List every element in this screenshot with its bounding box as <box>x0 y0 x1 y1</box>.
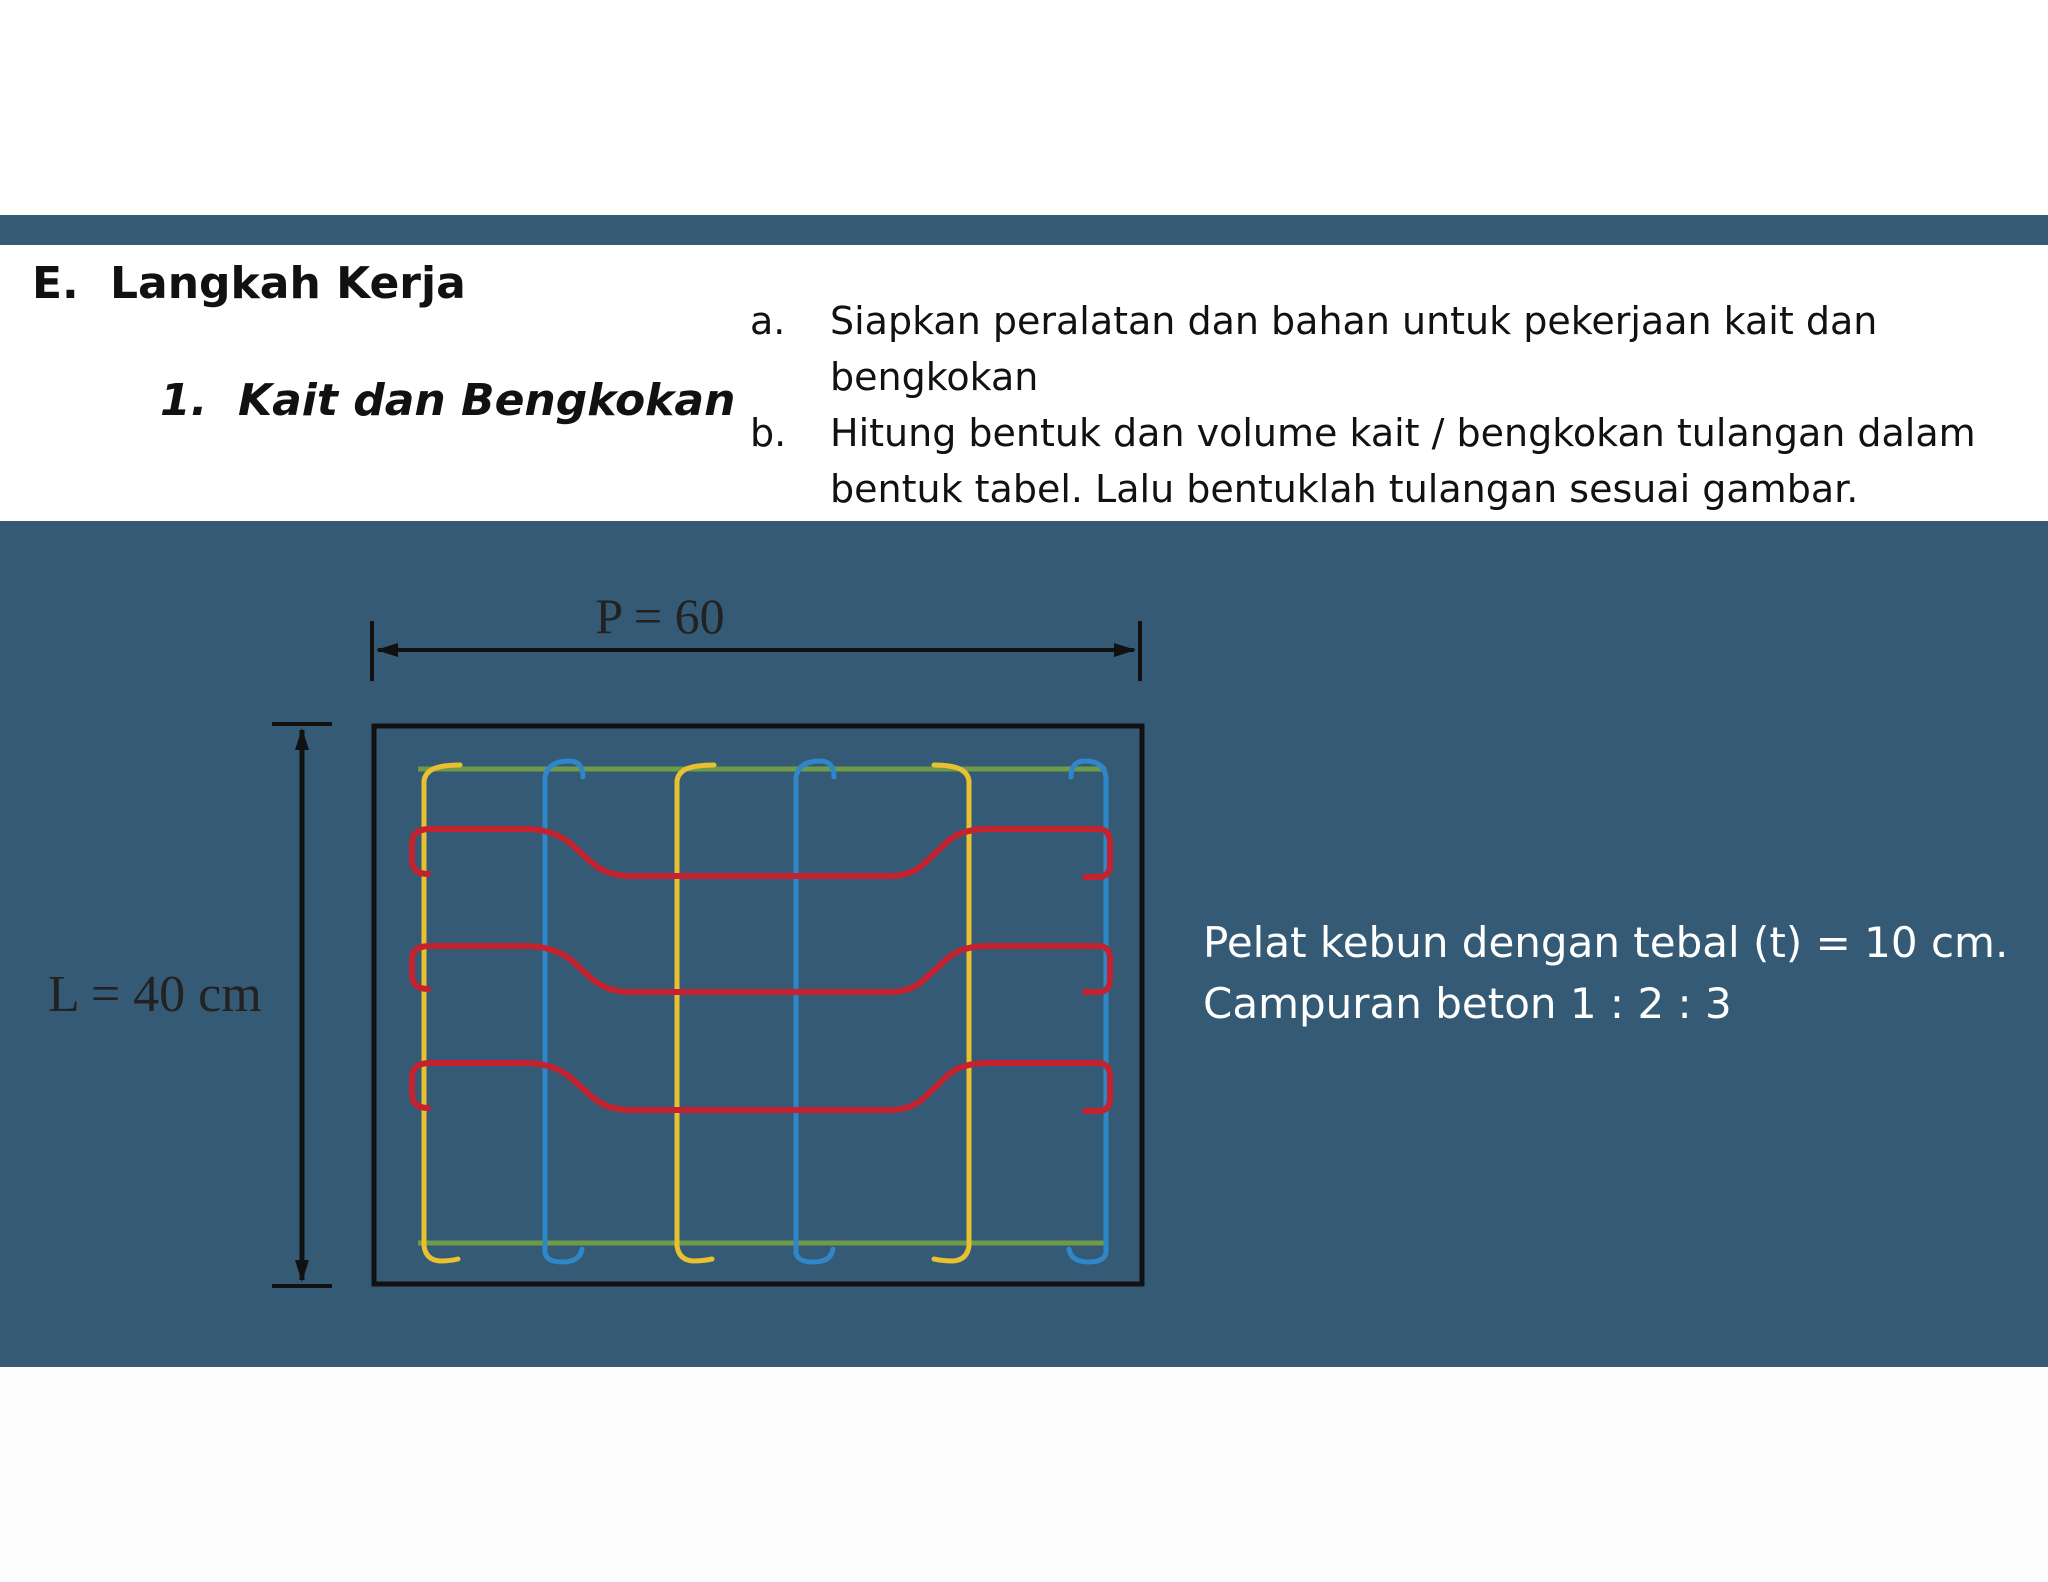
section-letter: E. <box>32 258 79 309</box>
yellow-bar <box>677 765 714 1261</box>
top-band <box>0 215 2048 245</box>
step-item <box>750 293 2020 405</box>
blue-bars <box>545 761 1106 1262</box>
slab-description <box>1203 912 2023 1034</box>
step-text-line: bengkokan <box>830 355 1039 399</box>
red-bent-bar <box>412 1063 1110 1111</box>
slab-thickness-text: Pelat kebun dengan tebal (t) = 10 cm. <box>1203 918 2009 967</box>
steps-list <box>750 293 2020 517</box>
step-marker: a. <box>750 299 786 343</box>
red-bent-bars <box>412 829 1110 1111</box>
step-text-line: Siapkan peralatan dan bahan untuk pekerjaan kait dan <box>830 299 1878 343</box>
yellow-bar <box>424 765 460 1261</box>
slab-reinforcement-drawing <box>0 521 1200 1367</box>
slab-outline <box>374 726 1142 1284</box>
red-bent-bar <box>412 829 1110 877</box>
width-dimension <box>48 724 332 1286</box>
bottom-margin <box>0 1367 2048 1582</box>
subsection-title <box>160 375 735 426</box>
blue-bar <box>1069 761 1106 1262</box>
step-marker: b. <box>750 411 787 455</box>
yellow-bars <box>424 765 969 1261</box>
length-dimension <box>372 588 1140 681</box>
step-text-line: bentuk tabel. Lalu bentuklah tulangan sesuai gambar. <box>830 467 1859 511</box>
length-label: P = 60 <box>595 588 725 644</box>
step-text-line: Hitung bentuk dan volume kait / bengkokan tulangan dalam <box>830 411 1976 455</box>
green-bars <box>418 769 1106 1243</box>
red-bent-bar <box>412 946 1110 992</box>
section-title <box>32 258 466 309</box>
subsection-title-text: Kait dan Bengkokan <box>238 375 736 426</box>
blue-bar <box>796 761 834 1262</box>
concrete-mix-text: Campuran beton 1 : 2 : 3 <box>1203 979 1732 1028</box>
width-label: L = 40 cm <box>48 966 262 1023</box>
step-item <box>750 405 2020 517</box>
section-title-text: Langkah Kerja <box>110 258 466 309</box>
subsection-number: 1. <box>160 375 208 426</box>
